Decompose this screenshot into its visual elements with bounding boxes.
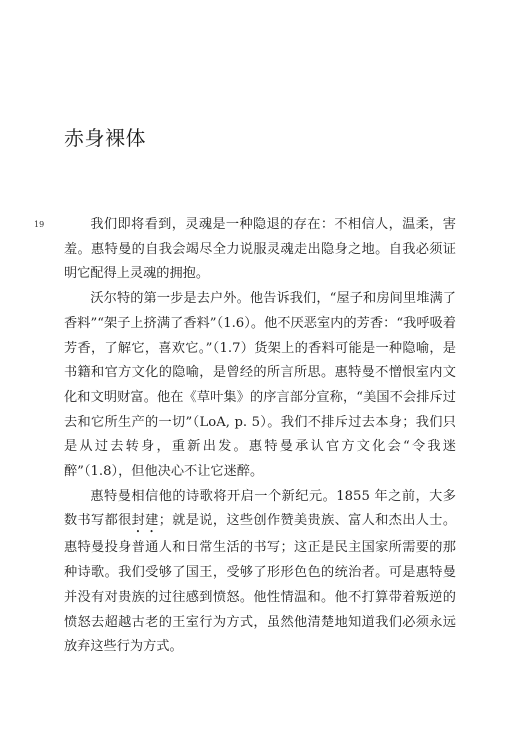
paragraph-1: 我们即将看到，灵魂是一种隐退的存在：不相信人，温柔，害羞。惠特曼的自我会竭尽全力说服灵魂走出隐身之地。自我必须证明它配得上灵魂的拥抱。 xyxy=(64,217,456,282)
emphasized-word: 封建 xyxy=(131,513,159,529)
body-text xyxy=(64,213,456,660)
paragraph-3-text-after: ；就是说，这些创作赞美贵族、富人和杰出人士。惠特曼投身普通人和日常生活的书写；这正是民主国家所需要的那种诗歌。我们受够了国王，受够了形形色色的统治者。可是惠特曼并没有对贵族的过往感到愤怒。他性情温和。他不打算带着叛逆的愤怒去超越古老的王室行为方式，虽然他清楚地知道我们必须永远放弃这些行为方式。 xyxy=(64,513,457,655)
paragraph-3 xyxy=(64,485,456,660)
margin-page-number: 19 xyxy=(34,220,45,229)
chapter-title: 赤身裸体 xyxy=(64,126,146,150)
paragraph-3-text-before: 惠特曼相信他的诗歌将开启一个新纪元。1855 年之前，大多数书写都很 xyxy=(64,488,456,529)
paragraph-2: 沃尔特的第一步是去户外。他告诉我们，“屋子和房间里堆满了香料”“架子上挤满了香料”（1.6）。他不厌恶室内的芳香：“我呼吸着芳香，了解它，喜欢它。”（1.7）货架上的香料可能是一种隐喻，是书籍和官方文化的隐喻，是曾经的所言所思。惠特曼不憎恨室内文化和文明财富。他在《草叶集》的序言部分宣称，“美国不会排斥过去和它所生产的一切”（LoA, p. 5）。我们不排斥过去本身；我们只是从过去转身，重新出发。惠特曼承认官方文化会“令我迷醉”（1.8），但他决心不让它迷醉。 xyxy=(64,291,456,480)
